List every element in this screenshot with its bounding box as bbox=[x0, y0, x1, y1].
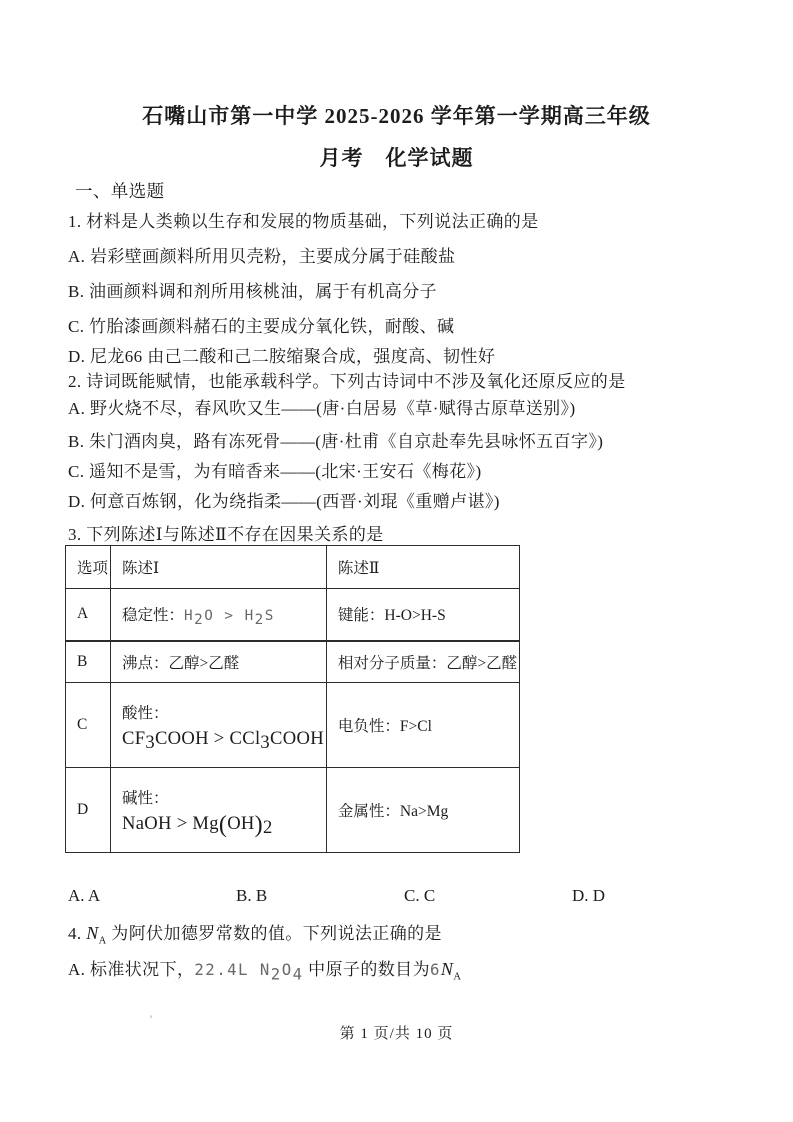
table-cell-statement2 bbox=[326, 641, 519, 683]
q1-option-d: D. 尼龙66 由己二酸和己二胺缩聚合成，强度高、韧性好 bbox=[68, 347, 496, 366]
table-row bbox=[66, 768, 520, 853]
q1-option-c: C. 竹胎漆画颜料赭石的主要成分氧化铁，耐酸、碱 bbox=[68, 317, 455, 336]
table-row bbox=[66, 683, 520, 768]
statement1-text: 稳定性：$H_2O > H_2S$ bbox=[122, 607, 275, 629]
table-header-statement1: 陈述Ⅰ bbox=[111, 546, 327, 589]
q3-answer-d: D. D bbox=[572, 886, 606, 905]
q3-statement-table bbox=[65, 545, 520, 853]
q2-option-a: A. 野火烧不尽，春风吹又生——(唐·白居易《草·赋得古原草送别》) bbox=[68, 399, 576, 418]
statement1-formula: $CF_3COOH$ > CCl$_3$COOH bbox=[122, 727, 324, 753]
q1-option-b: B. 油画颜料调和剂所用核桃油，属于有机高分子 bbox=[68, 282, 438, 301]
exam-title-line1: 石嘴山市第一中学 2025-2026 学年第一学期高三年级 bbox=[142, 104, 651, 128]
statement1-label: 酸性： bbox=[122, 704, 169, 722]
table-row bbox=[66, 641, 520, 683]
table-cell-statement2 bbox=[326, 683, 519, 768]
table-cell-statement1 bbox=[111, 683, 327, 768]
q1-stem: 1. 材料是人类赖以生存和发展的物质基础，下列说法正确的是 bbox=[68, 212, 539, 231]
table-cell-statement2 bbox=[326, 768, 519, 853]
statement2-text: 键能：H-O>H-S bbox=[337, 607, 446, 625]
exam-title-line2: 月考 化学试题 bbox=[319, 146, 474, 170]
statement2-text: 电负性：F>Cl bbox=[337, 718, 432, 735]
table-cell-option: A bbox=[66, 589, 111, 641]
statement1-formula: NaOH > $Mg(OH)_2$ bbox=[122, 811, 273, 838]
table-cell-option: B bbox=[66, 641, 111, 683]
scan-artifact: ' bbox=[150, 1012, 153, 1026]
table-cell-option: D bbox=[66, 768, 111, 853]
section-heading: 一、单选题 bbox=[75, 181, 165, 201]
q3-answer-b: B. B bbox=[236, 886, 268, 905]
table-cell-statement1 bbox=[111, 589, 327, 641]
statement1-text: 沸点：乙醇>乙醛 bbox=[122, 654, 240, 672]
table-cell-option: C bbox=[66, 683, 111, 768]
table-cell-statement1 bbox=[111, 768, 327, 853]
statement1-label: 碱性： bbox=[122, 789, 169, 807]
q3-stem: 3. 下列陈述Ⅰ与陈述Ⅱ不存在因果关系的是 bbox=[68, 525, 384, 544]
q3-answer-options-row bbox=[68, 886, 748, 906]
q2-stem: 2. 诗词既能赋情，也能承载科学。下列古诗词中不涉及氧化还原反应的是 bbox=[68, 372, 626, 391]
table-header-option: 选项 bbox=[66, 546, 111, 589]
q2-option-d: D. 何意百炼钢，化为绕指柔——(西晋·刘琨《重赠卢谌》) bbox=[68, 492, 500, 511]
table-header-statement2: 陈述Ⅱ bbox=[326, 546, 519, 589]
q4-stem: 4. $N_A$ 为阿伏加德罗常数的值。下列说法正确的是 bbox=[68, 923, 442, 947]
q3-answer-c: C. C bbox=[404, 886, 436, 905]
q3-answer-a: A. A bbox=[68, 886, 101, 905]
q4-option-a: A. 标准状况下，22.4L $N_2O_4$ 中原子的数目为$6N_A$ bbox=[68, 959, 462, 984]
table-row bbox=[66, 589, 520, 641]
table-cell-statement2 bbox=[326, 589, 519, 641]
table-header-row bbox=[66, 546, 520, 589]
statement2-text: 金属性：Na>Mg bbox=[337, 803, 449, 820]
q1-option-a: A. 岩彩壁画颜料所用贝壳粉，主要成分属于硅酸盐 bbox=[68, 247, 456, 266]
q2-option-c: C. 遥知不是雪，为有暗香来——(北宋·王安石《梅花》) bbox=[68, 462, 482, 481]
table-cell-statement1 bbox=[111, 641, 327, 683]
q2-option-b: B. 朱门酒肉臭，路有冻死骨——(唐·杜甫《自京赴奉先县咏怀五百字》) bbox=[68, 432, 604, 451]
page-number: 第 1 页/共 10 页 bbox=[339, 1026, 454, 1042]
statement2-text: 相对分子质量：乙醇>乙醛 bbox=[337, 654, 518, 672]
